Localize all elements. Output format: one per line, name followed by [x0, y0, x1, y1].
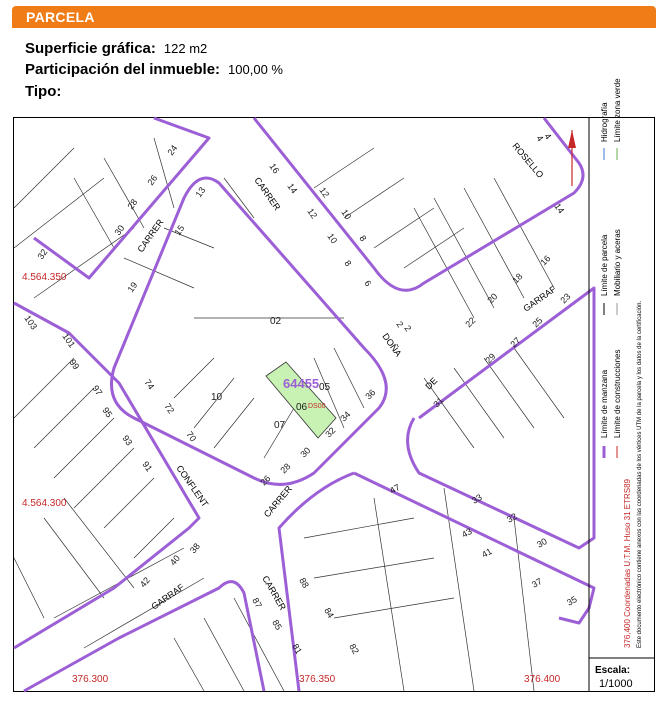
street-label: DE [423, 375, 440, 392]
sw-block [24, 582, 264, 691]
coord-label: 376.400 [524, 674, 561, 685]
house-number: 4 [542, 131, 554, 142]
surface-row [25, 40, 207, 57]
house-number: 16 [538, 253, 553, 268]
block-label: 02 [270, 316, 282, 327]
house-number: 6 [362, 278, 374, 289]
south-block-w [279, 473, 354, 691]
house-number: 42 [137, 575, 152, 590]
house-number: 26 [258, 473, 273, 488]
house-number: 10 [339, 207, 354, 222]
section-header [12, 6, 656, 28]
house-number: 8 [357, 233, 369, 244]
house-number: 12 [317, 185, 332, 200]
house-number: 36 [363, 387, 378, 402]
house-number: 93 [120, 433, 135, 448]
house-number: 43 [460, 526, 474, 540]
house-number: 22 [463, 315, 478, 330]
legend-item: Mobiliario y aceras [613, 229, 622, 296]
street-label: GARRAF [149, 581, 186, 612]
house-number: 29 [483, 351, 498, 366]
house-number: 81 [290, 642, 304, 656]
type-row [25, 83, 69, 100]
house-number: 82 [347, 642, 361, 656]
house-number: 33 [470, 492, 484, 506]
block-label: 07 [274, 420, 286, 431]
legend-note: Este documento electrónico contiene anexos con las coordenadas de los vértices UTM de la parcela y los datos de la certificación. [637, 300, 643, 648]
type-label: Tipo: [25, 83, 62, 100]
house-number: 72 [162, 401, 177, 416]
house-number: 95 [100, 405, 115, 420]
house-number: 16 [267, 161, 282, 176]
street-label: CONFLENT [174, 463, 211, 509]
house-number: 14 [285, 181, 300, 196]
coord-label: 376.350 [299, 674, 336, 685]
house-number: 19 [125, 280, 140, 295]
house-number: 35 [565, 594, 579, 608]
street-label: CARRER [252, 175, 283, 213]
house-number: 40 [167, 553, 182, 568]
participation-label: Participación del inmueble: [25, 61, 221, 78]
house-number: 32 [35, 247, 50, 262]
legend [600, 78, 643, 648]
house-number: 32 [505, 511, 519, 525]
house-number: 88 [297, 576, 311, 590]
participation-row [25, 61, 283, 78]
house-number: 2 [402, 323, 414, 334]
house-number: 74 [142, 377, 157, 392]
house-number: 91 [140, 459, 155, 474]
house-number: 101 [60, 331, 78, 350]
parcel-ref-label: 64455 [283, 376, 320, 391]
house-number: 87 [250, 596, 264, 610]
house-number: 15 [172, 223, 187, 238]
house-number: 18 [510, 271, 525, 286]
house-number: 2 [394, 319, 406, 330]
block-label: 05 [319, 382, 331, 393]
house-number: 99 [67, 357, 82, 372]
coord-label: 4.564.300 [22, 498, 67, 509]
street-label: GARRAF [521, 283, 558, 314]
house-number: 12 [305, 206, 320, 221]
house-number: 41 [480, 546, 494, 560]
street-label: ROSELLO [510, 140, 546, 180]
house-number: 31 [431, 395, 446, 410]
house-number: 25 [530, 315, 545, 330]
house-number: 4 [534, 133, 546, 144]
legend-item: Límite zona verde [613, 78, 622, 142]
street-label: DOÑA [380, 331, 404, 359]
section-title: PARCELA [26, 9, 95, 25]
house-number: 28 [125, 197, 140, 212]
house-number: 38 [187, 541, 202, 556]
house-number: 30 [298, 445, 313, 460]
house-number: 84 [322, 606, 336, 620]
house-number: 70 [184, 429, 199, 444]
coord-label: 376.300 [72, 674, 109, 685]
house-number: 24 [165, 143, 180, 158]
block-label: 10 [211, 392, 223, 403]
house-number: 20 [485, 291, 500, 306]
house-number: 85 [270, 618, 284, 632]
house-number: 14 [552, 201, 567, 216]
block-label: 06 [296, 402, 308, 413]
participation-value: 100,00 % [228, 62, 283, 77]
legend-item: Límite de manzana [600, 369, 609, 438]
house-number: 30 [535, 536, 549, 550]
house-number: 8 [342, 258, 354, 269]
east-block [408, 288, 594, 548]
legend-coord-system: 376,400 Coordenadas U.T.M. Huso 31 ETRS89 [623, 479, 632, 648]
scale-label: Escala: [595, 665, 631, 676]
street-label: CARRER [261, 483, 294, 520]
house-number: 26 [145, 173, 160, 188]
surface-label: Superficie gráfica: [25, 40, 156, 57]
scale-value: 1/1000 [599, 678, 633, 690]
house-number: 28 [278, 461, 293, 476]
parcel-sub-label: DS00 [308, 403, 326, 410]
house-number: 103 [22, 313, 40, 332]
house-number: 47 [388, 482, 402, 496]
house-number: 23 [558, 291, 573, 306]
house-number: 32 [323, 425, 338, 440]
house-number: 27 [508, 335, 523, 350]
surface-value: 122 m2 [163, 41, 208, 56]
legend-item: Hidrografía [600, 102, 609, 142]
house-number: 10 [325, 231, 340, 246]
ne-block [254, 118, 583, 290]
coord-label: 4.564.350 [22, 272, 67, 283]
house-number: 30 [112, 223, 127, 238]
house-number: 97 [90, 383, 105, 398]
street-label: CARRER [260, 574, 288, 612]
house-number: 13 [193, 185, 208, 200]
legend-item: Límite de construcciones [613, 349, 622, 438]
legend-item: Límite de parcela [600, 234, 609, 296]
house-number: 37 [530, 576, 544, 590]
house-number: 34 [338, 409, 353, 424]
street-label: CARRER [135, 217, 166, 255]
